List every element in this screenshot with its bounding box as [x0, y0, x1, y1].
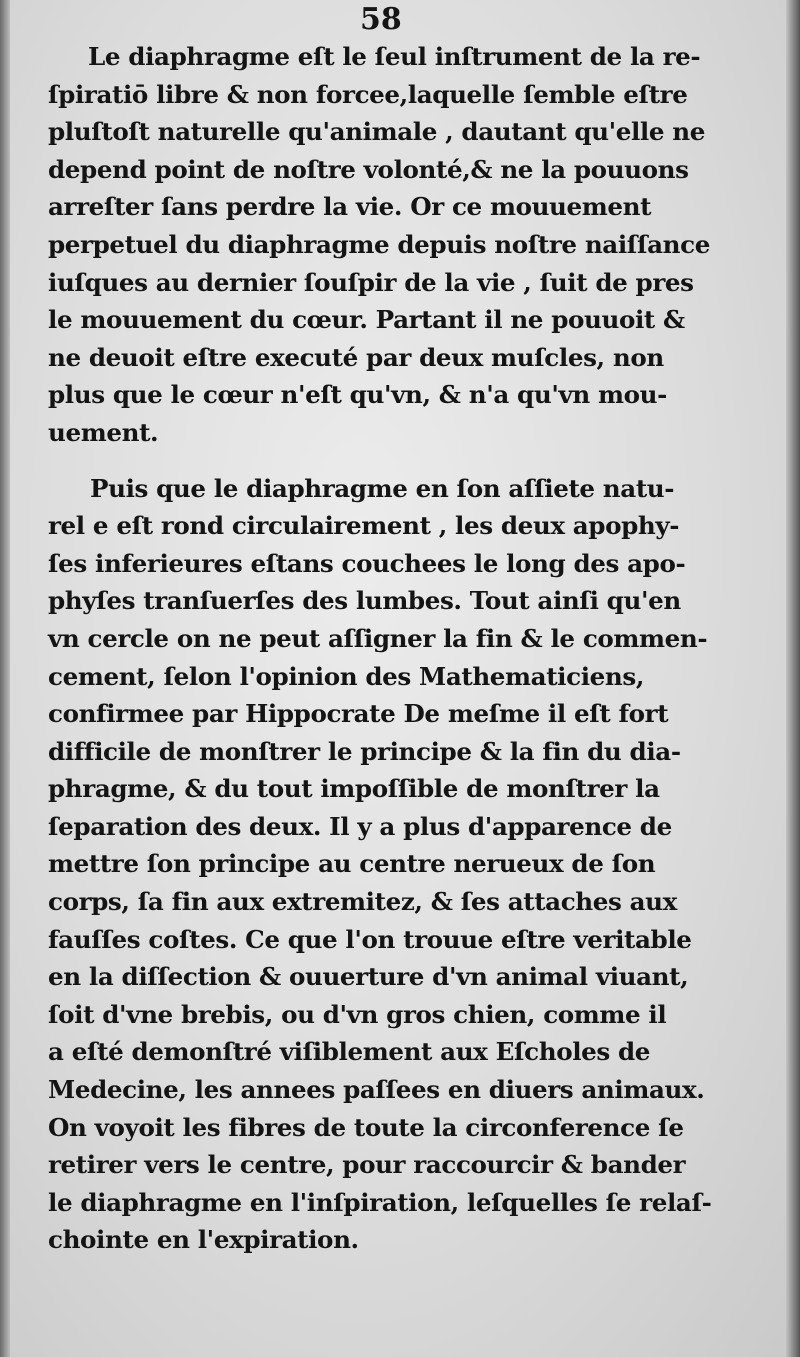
text-line: ſpiratiō libre & non forcee,laquelle ſemble eſtre	[48, 79, 688, 109]
text-line: fauſſes coſtes. Ce que l'on trouue eſtre veritable	[48, 924, 692, 954]
text-line: Medecine, les annees paſſees en diuers animaux.	[48, 1075, 705, 1105]
text-line: en la diſſection & ouuerture d'vn animal viuant,	[48, 962, 689, 992]
text-line: arreſter ſans perdre la vie. Or ce mouuement	[48, 192, 652, 222]
text-line: uement.	[48, 417, 159, 447]
page-number: 58	[360, 2, 402, 37]
text-line: confirmee par Hippocrate De meſme il eſt fort	[48, 699, 669, 729]
text-line: difficile de monſtrer le principe & la fin du dia-	[48, 736, 681, 766]
text-line: Puis que le diaphragme en ſon aſſiete natu-	[90, 473, 675, 503]
text-line: ſeparation des deux. Il y a plus d'apparence de	[48, 811, 672, 841]
text-line: iuſques au dernier ſouſpir de la vie , ſuit de pres	[48, 267, 694, 297]
text-line: On voyoit les fibres de toute la circonference ſe	[48, 1112, 684, 1142]
text-line: chointe en l'expiration.	[48, 1225, 359, 1255]
text-line: corps, ſa fin aux extremitez, & ſes attaches aux	[48, 887, 677, 917]
text-line: ne deuoit eſtre executé par deux muſcles, non	[48, 342, 664, 372]
body-text	[48, 38, 720, 1259]
text-line: phyſes tranſuerſes des lumbes. Tout ainſi qu'en	[48, 586, 681, 616]
text-line: le mouuement du cœur. Partant il ne pouuoit &	[48, 305, 685, 335]
text-line: a eſté demonſtré viſiblement aux Eſcholes de	[48, 1037, 651, 1067]
page-edge-right	[786, 0, 800, 1357]
text-line: ſes inferieures eſtans couchees le long des apo-	[48, 548, 686, 578]
text-line: phragme, & du tout impoſſible de monſtrer la	[48, 774, 660, 804]
text-line: depend point de noſtre volonté,& ne la pouuons	[48, 154, 689, 184]
text-line: mettre ſon principe au centre nerueux de ſon	[48, 849, 656, 879]
text-line: plus que le cœur n'eſt qu'vn, & n'a qu'vn mou-	[48, 380, 667, 410]
page-edge-left	[0, 0, 10, 1357]
text-line: ſoit d'vne brebis, ou d'vn gros chien, comme il	[48, 999, 667, 1029]
text-line: le diaphragme en l'inſpiration, leſquelles ſe relaſ-	[48, 1187, 712, 1217]
text-line: cement, ſelon l'opinion des Mathematiciens,	[48, 661, 644, 691]
text-line: perpetuel du diaphragme depuis noſtre naiſſance	[48, 229, 710, 259]
text-line: rel e eſt rond circulairement , les deux apophy-	[48, 511, 680, 541]
text-line: retirer vers le centre, pour raccourcir & bander	[48, 1150, 686, 1180]
paragraph-gap	[48, 452, 720, 470]
text-line: pluſtoſt naturelle qu'animale , dautant qu'elle ne	[48, 117, 706, 147]
text-line: vn cercle on ne peut aſſigner la fin & le commen-	[48, 623, 708, 653]
text-line: Le diaphragme eſt le ſeul inſtrument de la re-	[88, 42, 701, 71]
